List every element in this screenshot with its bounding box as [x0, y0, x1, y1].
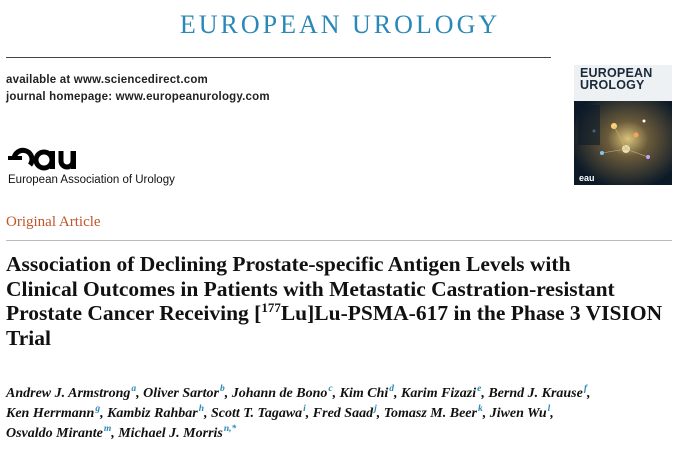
title-line-3-pre: Prostate Cancer Receiving [: [6, 301, 262, 325]
author[interactable]: Johann de Bono$^c$: [231, 384, 333, 401]
header-divider: [6, 57, 551, 58]
author[interactable]: Kambiz Rahbar$^h$: [107, 404, 204, 421]
title-line-3-post: Lu]Lu-PSMA-617 in the Phase 3 VISION: [280, 301, 663, 325]
author[interactable]: Michael J. Morris$^{n,*}$: [118, 424, 237, 441]
title-line-4: Trial: [6, 325, 51, 350]
cover-title-line2: UROLOGY: [580, 78, 645, 92]
author[interactable]: Fred Saad$^j$: [312, 404, 377, 421]
journal-cover-image: [574, 65, 672, 185]
article-type: Original Article: [6, 214, 101, 230]
publisher-name: European Association of Urology: [8, 174, 175, 186]
author[interactable]: Osvaldo Mirante$^m$: [6, 424, 112, 441]
author[interactable]: Ken Herrmann$^g$: [6, 404, 101, 421]
author[interactable]: Karim Fizazi$^e$: [401, 384, 482, 401]
title-line-2: Clinical Outcomes in Patients with Metastatic Castration-resistant: [6, 276, 615, 301]
journal-homepage-link[interactable]: journal homepage: www.europeanurology.com: [6, 91, 270, 103]
author[interactable]: Bernd J. Krause$^f$: [488, 384, 588, 401]
sciencedirect-link[interactable]: available at www.sciencedirect.com: [6, 74, 208, 86]
eau-logo: [8, 143, 88, 178]
eau-logo-mark: [8, 143, 88, 173]
author[interactable]: Andrew J. Armstrong$^a$: [6, 384, 137, 401]
author[interactable]: Scott T. Tagawa$^i$: [211, 404, 306, 421]
article-title: [6, 252, 674, 350]
author-list: Andrew J. Armstrong$^a$, Oliver Sartor$^b$, Johann de Bono$^c$, Kim Chi$^d$, Karim Fizazi$^e$, Bernd J. Krause$^f$, Ken Herrmann$^g$, Kambiz Rahbar$^h$, Scott T. Tagawa$^i$, Fred Saad$^j$, Tomasz M. Beer$^k$, Jiwen Wu$^l$, Osvaldo Mirante$^m$, Michael J. Morris$^{n,*}$: [6, 384, 591, 441]
author[interactable]: Kim Chi$^d$: [339, 384, 395, 401]
author[interactable]: Oliver Sartor$^b$: [143, 384, 225, 401]
cover-title-line1: EUROPEAN: [580, 66, 653, 80]
cover-eau-logo: eau: [579, 173, 595, 183]
cover-header: [574, 65, 672, 101]
cover-title: [580, 67, 652, 91]
author[interactable]: Tomasz M. Beer$^k$: [383, 404, 483, 421]
section-divider: [6, 240, 672, 241]
title-line-1: Association of Declining Prostate-specific Antigen Levels with: [6, 252, 571, 276]
title-isotope-superscript: 177: [261, 299, 281, 315]
journal-title: EUROPEAN UROLOGY: [179, 10, 501, 39]
author[interactable]: Jiwen Wu$^l$: [489, 404, 551, 421]
